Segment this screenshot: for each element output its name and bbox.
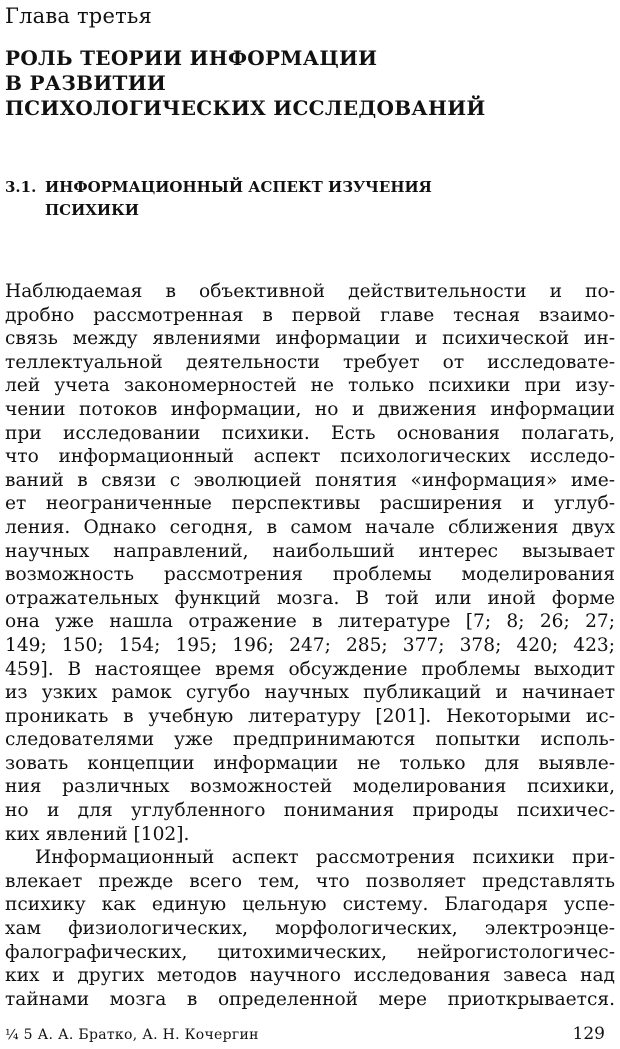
text-line: хам физиологических, морфологических, электроэнце- — [5, 918, 615, 940]
text-line: чении потоков информации, но и движения информации — [5, 398, 615, 420]
text-line: связь между явлениями информации и психической ин- — [5, 328, 615, 350]
text-line: ваний в связи с эволюцией понятия «информация» име- — [5, 469, 615, 491]
section-heading — [5, 176, 615, 222]
text-line: влекает прежде всего тем, что позволяет представлять — [5, 870, 615, 892]
text-line: Информационный аспект рассмотрения психики при- — [35, 847, 615, 869]
section-number: 3.1. — [5, 178, 37, 196]
paragraph — [5, 280, 615, 846]
chapter-title-line: ПСИХОЛОГИЧЕСКИХ ИССЛЕДОВАНИЙ — [5, 96, 486, 120]
text-line: возможность рассмотрения проблемы моделирования — [5, 564, 615, 586]
text-line: зовать концепции информации не только для выявле- — [5, 752, 615, 774]
chapter-label: Глава третья — [5, 4, 152, 28]
text-line: отражательных функций мозга. В той или иной форме — [5, 587, 615, 609]
text-line: Наблюдаемая в объективной действительности и по- — [5, 281, 615, 302]
text-line: что информационный аспект психологических исследо- — [5, 446, 615, 468]
text-line: ния различных возможностей моделирования психики, — [5, 776, 615, 798]
chapter-title-line: В РАЗВИТИИ — [5, 71, 167, 95]
text-line: 459]. В настоящее время обсуждение проблемы выходит — [5, 658, 615, 680]
page-footer — [5, 1024, 615, 1046]
text-line: теллектуальной деятельности требует от исследовате- — [5, 351, 615, 373]
text-line: фалографических, цитохимических, нейрогистологичес- — [5, 941, 615, 963]
text-line: из узких рамок сугубо научных публикаций и начинает — [5, 682, 615, 704]
chapter-title — [5, 46, 615, 121]
body-text — [5, 280, 615, 1011]
section-title-line: ИНФОРМАЦИОННЫЙ АСПЕКТ ИЗУЧЕНИЯ — [45, 178, 432, 196]
text-line: дробно рассмотренная в первой главе тесная взаимо- — [5, 304, 615, 326]
text-line: ких явлений [102]. — [5, 823, 190, 845]
text-line: тайнами мозга в определенной мере приоткрывается. — [5, 988, 615, 1010]
text-line: следователями уже предпринимаются попытки исполь- — [5, 729, 615, 751]
text-line: лей учета закономерностей не только психики при изу- — [5, 375, 615, 397]
paragraph — [5, 846, 615, 1011]
section-title-line: ПСИХИКИ — [45, 201, 139, 219]
text-line: при исследовании психики. Есть основания полагать, — [5, 422, 615, 444]
footer-signature: ¼ 5 А. А. Братко, А. Н. Кочергин — [5, 1027, 259, 1043]
text-line: ких и других методов научного исследования завеса над — [5, 965, 615, 987]
text-line: ления. Однако сегодня, в самом начале сближения двух — [5, 516, 615, 538]
text-line: она уже нашла отражение в литературе [7; 8; 26; 27; — [5, 611, 615, 633]
text-line: проникать в учебную литературу [201]. Некоторыми ис- — [5, 705, 615, 727]
chapter-title-line: РОЛЬ ТЕОРИИ ИНФОРМАЦИИ — [5, 46, 378, 70]
page-number: 129 — [572, 1024, 605, 1044]
text-line: 149; 150; 154; 195; 196; 247; 285; 377; 378; 420; 423; — [5, 634, 615, 656]
text-line: психику как единую цельную систему. Благодаря успе- — [5, 894, 615, 916]
text-line: но и для углубленного понимания природы психичес- — [5, 800, 615, 822]
text-line: научных направлений, наибольший интерес вызывает — [5, 540, 615, 562]
text-line: ет неограниченные перспективы расширения и углуб- — [5, 493, 615, 515]
